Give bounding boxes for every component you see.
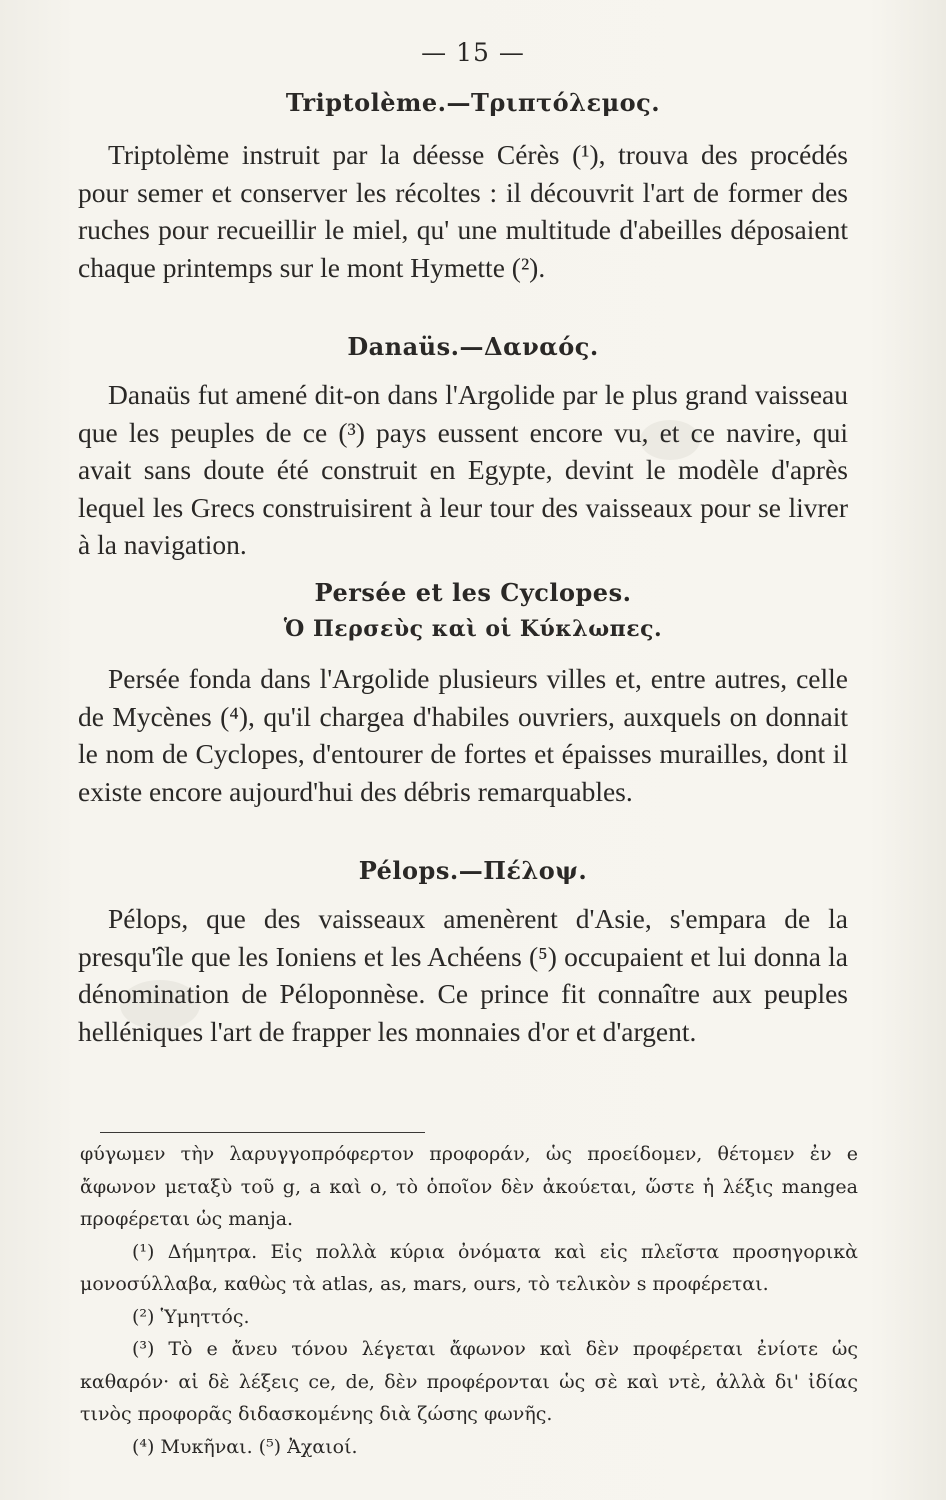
footnote-rule [100, 1132, 425, 1133]
paragraph-text: Danaüs fut amené dit-on dans l'Argolide par le plus grand vaisseau que les peuples de ce (³) pays eussent encore vu, et ce navire, qui avait sans doute été construit en Egypte, devint le modèle d'après lequel les Grecs construisirent à leur tour des vaisseaux pour se livrer à la navigation. [78, 379, 848, 560]
paragraph-pelops [78, 900, 848, 1050]
footnote-2: (²) Ὑμηττός. [132, 1305, 250, 1328]
heading-pelops: Pélops.—Πέλοψ. [358, 856, 588, 885]
footnotes [80, 1138, 858, 1463]
subheading-persee-greek: Ὁ Περσεὺς καὶ οἱ Κύκλωπες. [283, 616, 663, 642]
paragraph-triptoleme [78, 136, 848, 286]
page-number: — 15 — [421, 38, 525, 67]
paragraph-persee [78, 660, 848, 810]
footnote-1: (¹) Δήμητρα. Εἰς πολλὰ κύρια ὀνόματα καὶ εἰς πλεῖστα προσηγορικὰ μονοσύλλαβα, καθὼς τὰ atlas, as, mars, ours, τὸ τελικὸν s προφέρεται. [80, 1240, 858, 1295]
paragraph-danaus [78, 376, 848, 564]
paragraph-text: Triptolème instruit par la déesse Cérès (¹), trouva des procédés pour semer et conserver les récoltes : il découvrit l'art de former des ruches pour recueillir le miel, qu' une multitude d'abeilles déposaient chaque printemps sur le mont Hymette (²). [78, 139, 848, 283]
footnote-carryover: φύγωμεν τὴν λαρυγγοπρόφερτον προφοράν, ὡς προείδομεν, θέτομεν ἐν e ἄφωνον μεταξὺ τοῦ g, a καὶ o, τὸ ὁποῖον δὲν ἀκούεται, ὥστε ἡ λέξις mangea προφέρεται ὡς manja. [80, 1143, 858, 1230]
heading-danaus: Danaüs.—Δαναός. [347, 332, 599, 361]
footnote-4-5: (⁴) Μυκῆναι. (⁵) Ἀχαιοί. [132, 1435, 358, 1458]
footnote-3: (³) Τὸ e ἄνευ τόνου λέγεται ἄφωνον καὶ δὲν προφέρεται ἐνίοτε ὡς καθαρόν· αἱ δὲ λέξεις ce, de, δὲν προφέρονται ὡς σὲ καὶ ντὲ, ἀλλὰ δι' ἰδίας τινὸς προφορᾶς διδασκομένης διὰ ζώσης φωνῆς. [80, 1338, 858, 1425]
paragraph-text: Persée fonda dans l'Argolide plusieurs villes et, entre autres, celle de Mycènes (⁴), qu'il chargea d'habiles ouvriers, auxquels on donnait le nom de Cyclopes, d'entourer de fortes et épaisses murailles, dont il existe encore aujourd'hui des débris remarquables. [78, 663, 848, 807]
heading-triptoleme: Triptolème.—Τριπτόλεμος. [285, 88, 661, 117]
heading-persee: Persée et les Cyclopes. [314, 578, 632, 607]
paragraph-text: Pélops, que des vaisseaux amenèrent d'Asie, s'empara de la presqu'île que les Ioniens et les Achéens (⁵) occupaient et lui donna la dénomination de Péloponnèse. Ce prince fit connaître aux peuples helléniques l'art de frapper les monnaies d'or et d'argent. [78, 903, 848, 1047]
